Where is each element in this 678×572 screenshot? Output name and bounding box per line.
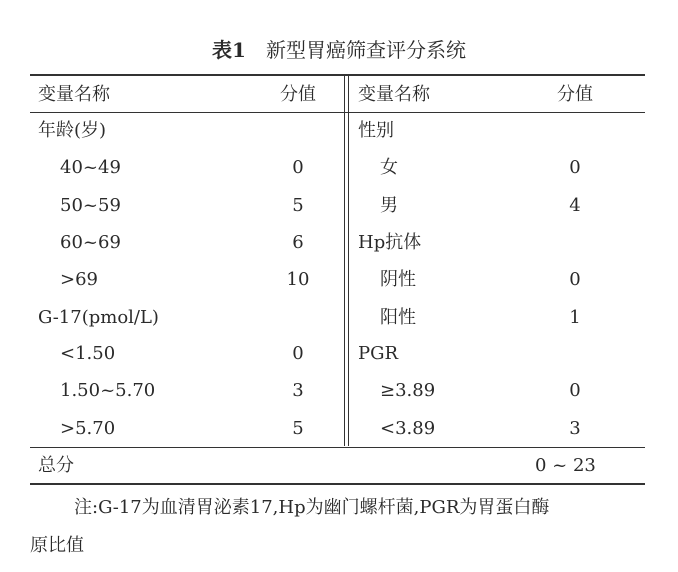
note-line-1: 注:G-17为血清胃泌素17,Hp为幽门螺杆菌,PGR为胃蛋白酶 (74, 497, 550, 518)
left-row-name: 40~49 (60, 157, 121, 178)
header-right-value: 分值 (557, 84, 593, 105)
right-row-name: 女 (380, 157, 398, 178)
left-row-name: >5.70 (60, 418, 116, 439)
note-line-2: 原比值 (30, 535, 84, 556)
total-value: 0 ~ 23 (535, 455, 596, 476)
total-label: 总分 (38, 455, 74, 476)
right-row-value: 0 (569, 157, 581, 178)
right-row-name: 阴性 (380, 269, 416, 290)
left-row-name: 60~69 (60, 232, 121, 253)
right-row-value: 0 (569, 380, 581, 401)
left-row-value: 6 (292, 232, 304, 253)
table-number: 表1 (212, 38, 246, 62)
left-row-name: G-17(pmol/L) (38, 307, 159, 328)
right-row-name: 阳性 (380, 307, 416, 328)
right-row-name: 男 (380, 195, 398, 216)
left-row-value: 0 (292, 157, 304, 178)
right-row-value: 4 (569, 195, 581, 216)
left-row-name: 年龄(岁) (38, 120, 107, 141)
total-rule (30, 447, 645, 448)
column-divider (348, 76, 349, 446)
header-rule (30, 112, 645, 113)
right-row-name: PGR (358, 343, 399, 364)
header-right-name: 变量名称 (358, 84, 430, 105)
right-row-value: 0 (569, 269, 581, 290)
table-caption: 新型胃癌筛查评分系统 (265, 38, 466, 62)
left-row-value: 5 (292, 195, 304, 216)
header-left-value: 分值 (280, 84, 316, 105)
left-row-value: 3 (292, 380, 304, 401)
right-row-name: Hp抗体 (358, 232, 422, 253)
left-row-name: 1.50~5.70 (60, 380, 156, 401)
left-row-name: <1.50 (60, 343, 116, 364)
right-row-value: 1 (569, 307, 581, 328)
right-row-name: <3.89 (380, 418, 436, 439)
table-title (0, 34, 678, 63)
right-row-name: ≥3.89 (380, 380, 436, 401)
left-row-value: 5 (292, 418, 304, 439)
top-rule (30, 74, 645, 76)
right-row-value: 3 (569, 418, 581, 439)
bottom-rule (30, 483, 645, 485)
header-left-name: 变量名称 (38, 84, 110, 105)
left-row-name: 50~59 (60, 195, 121, 216)
right-row-name: 性别 (358, 120, 394, 141)
left-row-value: 0 (292, 343, 304, 364)
column-divider (344, 76, 345, 446)
left-row-value: 10 (286, 269, 310, 290)
left-row-name: >69 (60, 269, 98, 290)
